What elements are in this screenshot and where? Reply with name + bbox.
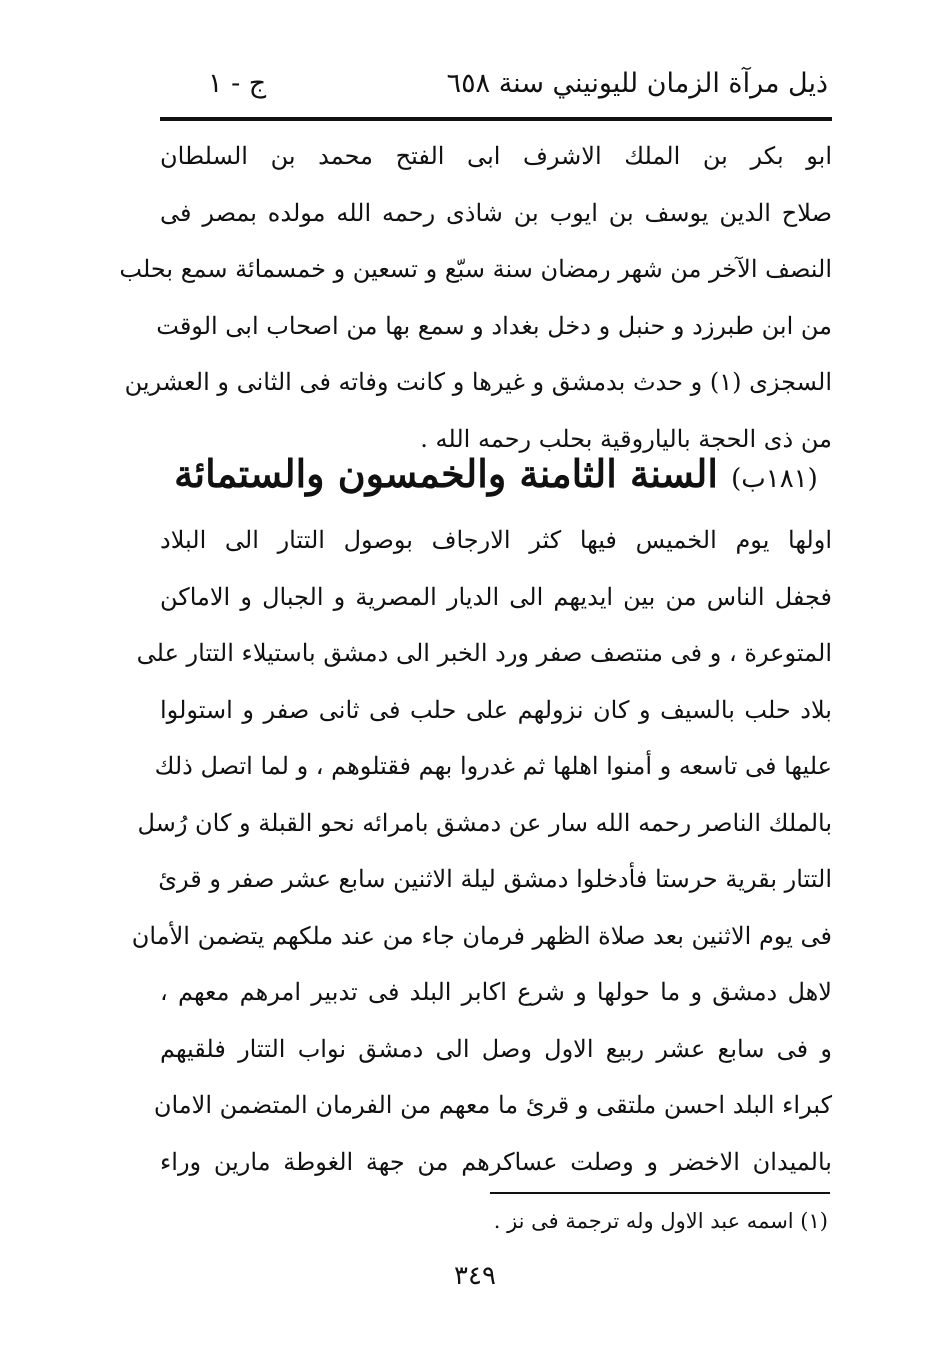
text-line: كبراء البلد احسن ملتقى و قرئ ما معهم من الفرمان المتضمن الامان [153,1091,832,1119]
paragraph-top [119,128,832,467]
text-line: فى يوم الاثنين بعد صلاة الظهر فرمان جاء من عند ملكهم يتضمن الأمان [131,921,832,950]
text-line: صلاح الدين يوسف بن ايوب بن شاذى رحمه الله مولده بمصر فى [160,198,832,227]
text-line: من ابن طبرزد و حنبل و دخل بغداد و سمع بها من اصحاب ابى الوقت [156,311,832,340]
header-title: ذيل مرآة الزمان لليونيني سنة ٦٥٨ [446,68,828,99]
text-line: لاهل دمشق و ما حولها و شرع اكابر البلد فى تدبير امرهم معهم ، [160,978,832,1006]
text-line: المتوعرة ، و فى منتصف صفر ورد الخبر الى دمشق باستيلاء التتار على [136,639,832,667]
volume-label: ج - ١ [208,68,267,99]
folio-reference: (١٨١ب) [731,464,818,494]
text-line: اولها يوم الخميس فيها كثر الارجاف بوصول التتار الى البلاد [160,526,832,554]
section-title: السنة الثامنة والخمسون والستمائة [174,451,718,496]
text-line: بالميدان الاخضر و وصلت عساكرهم من جهة الغوطة مارين وراء [160,1147,832,1176]
text-line: النصف الآخر من شهر رمضان سنة سبّع و تسعين و خمسمائة سمع بحلب [119,255,832,283]
section-heading [160,444,832,509]
text-line: عليها فى تاسعه و أمنوا اهلها ثم غدروا بهم فقتلوهم ، و لما اتصل ذلك [154,752,832,780]
footnote-rule [490,1192,830,1194]
text-line: التتار بقرية حرستا فأدخلوا دمشق ليلة الاثنين سابع عشر صفر و قرئ [158,865,832,893]
footnote: (١) اسمه عبد الاول وله ترجمة فى نز . [493,1209,828,1233]
text-line: بلاد حلب بالسيف و كان نزولهم على حلب فى ثانى صفر و استولوا [160,695,832,724]
text-line: السجزى (١) و حدث بدمشق و غيرها و كانت وفاته فى الثانى و العشرين [124,368,832,396]
page-number: ٣٤٩ [454,1261,496,1291]
text-line: ابو بكر بن الملك الاشرف ابى الفتح محمد بن السلطان [160,142,832,170]
paragraph-main [131,512,832,1190]
running-header [168,62,828,110]
text-line: بالملك الناصر رحمه الله سار عن دمشق بامرائه نحو القبلة و كان رُسل [137,808,832,837]
text-line: فجفل الناس من بين ايديهم الى الديار المصرية و الجبال و الاماكن [160,582,832,611]
header-rule [160,117,832,121]
text-line: و فى سابع عشر ربيع الاول وصل الى دمشق نواب التتار فلقيهم [160,1034,832,1063]
text-line: من ذى الحجة بالياروقية بحلب رحمه الله . [420,424,832,453]
